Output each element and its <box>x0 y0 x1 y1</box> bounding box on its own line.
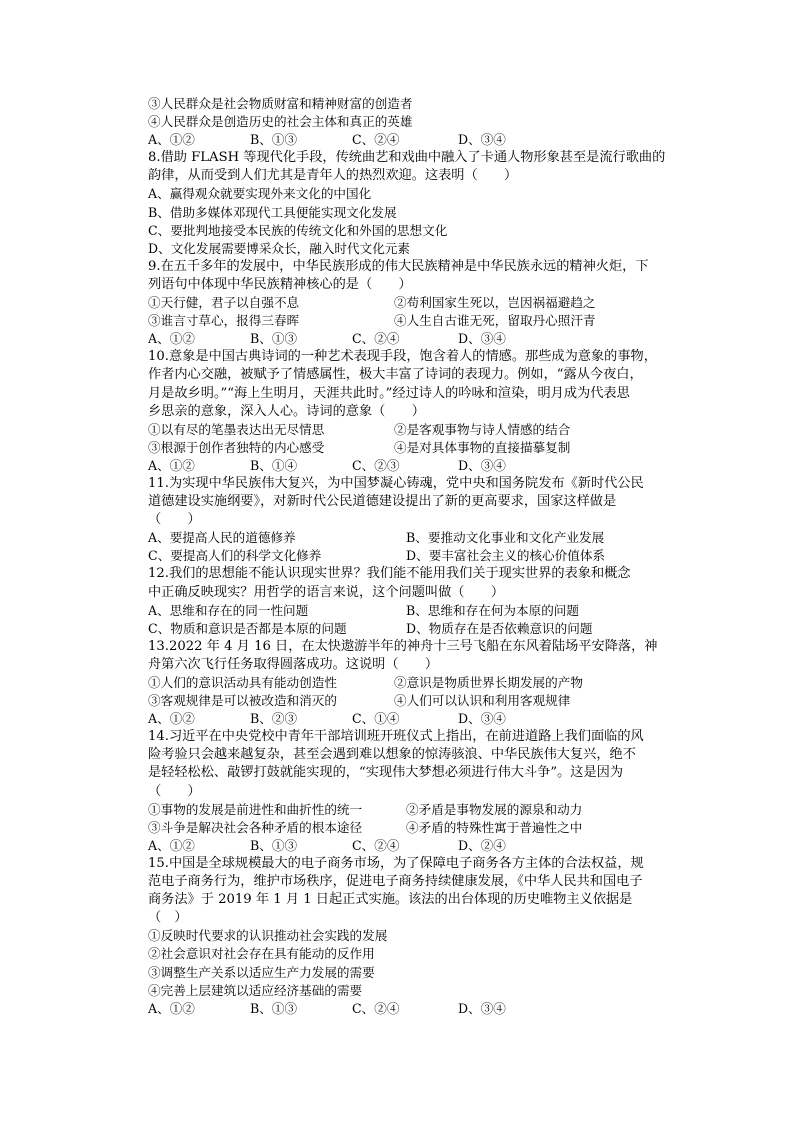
q11-stem-line: （ ） <box>148 512 201 528</box>
q14-stem-line: 是轻轻松松、敲锣打鼓就能实现的，“实现伟大梦想必须进行伟大斗争”。这是因为 <box>148 765 624 781</box>
q14-stem-line: 险考验只会越来越复杂，甚至会遇到难以想象的惊涛骇浪、中华民族伟大复兴，绝不 <box>148 747 636 763</box>
q11-option-a: A、要提高人民的道德修养 <box>148 530 296 546</box>
q12-options-row <box>148 620 678 638</box>
q15-options <box>148 1000 678 1018</box>
q10-stem-line: 10.意象是中国古典诗词的一种艺术表现手段，饱含着人的情感。那些成为意象的事物， <box>148 349 657 365</box>
q11-option-d: D、要丰富社会主义的核心价值体系 <box>406 548 606 564</box>
q12-stem-line: 中正确反映现实？用哲学的语言来说，这个问题叫做（ ） <box>148 584 505 600</box>
q14-option-d: D、②④ <box>458 837 506 853</box>
q10-item-4: ④是对具体事物的直接描摹复制 <box>394 439 571 455</box>
q12-option-b: B、思维和存在何为本原的问题 <box>406 602 579 618</box>
q13-item-3: ③客观规律是可以被改造和消灭的 <box>148 693 337 709</box>
q15-stem-line: 商务法》于 2019 年 1 月 1 日起正式实施。该法的出台体现的历史唯物主义依据是 <box>148 892 633 908</box>
q9-option-a: A、①② <box>148 331 195 347</box>
q10-stem-line: 乡思亲的意象，深入人心。诗词的意象（ ） <box>148 403 425 419</box>
q15-stem-line: （ ） <box>148 910 188 926</box>
q8-option-d: D、文化发展需要博采众长，融入时代文化元素 <box>148 240 410 256</box>
q14-item-3: ③斗争是解决社会各种矛盾的根本途径 <box>148 819 363 835</box>
q10-options <box>148 457 678 475</box>
q13-items-row <box>148 674 678 692</box>
q10-stem-line: 作者内心交融，被赋予了情感属性，极大丰富了诗词的表现力。例如，“露从今夜白， <box>148 367 643 383</box>
q10-items-row <box>148 439 678 457</box>
q10-stem-line: 月是故乡明。”“海上生明月，天涯共此时。”经过诗人的吟咏和渲染，明月成为代表思 <box>148 385 630 401</box>
q8-option-a: A、赢得观众就要实现外来文化的中国化 <box>148 186 372 202</box>
q15-item-3: ③调整生产关系以适应生产力发展的需要 <box>148 964 375 980</box>
q14-items-row <box>148 819 678 837</box>
q14-stem-line: 14.习近平在中央党校中青年干部培训班开班仪式上指出，在前进道路上我们面临的风 <box>148 729 644 745</box>
q7-item-3: ③人民群众是社会物质财富和精神财富的创造者 <box>148 96 413 111</box>
q12-option-a: A、思维和存在的同一性问题 <box>148 602 309 618</box>
q8-option-b: B、借助多媒体邓现代工具便能实现文化发展 <box>148 204 397 220</box>
q8-stem-line: 韵律，从而受到人们尤其是青年人的热烈欢迎。这表明（ ） <box>148 168 518 184</box>
q10-item-2: ②是客观事物与诗人情感的结合 <box>394 421 571 437</box>
q13-item-4: ④人们可以认识和利用客观规律 <box>394 693 571 709</box>
q13-stem-line: 舟第六次飞行任务取得圆落成功。这说明（ ） <box>148 656 439 672</box>
q14-item-1: ①事物的发展是前进性和曲折性的统一 <box>148 801 363 817</box>
q7-option-c: C、②④ <box>352 132 400 148</box>
q15-item-2: ②社会意识对社会存在具有能动的反作用 <box>148 946 375 962</box>
q10-option-b: B、①④ <box>250 457 298 473</box>
q9-options <box>148 330 678 348</box>
q12-options-row <box>148 602 678 620</box>
q9-option-d: D、③④ <box>458 331 506 347</box>
q13-item-1: ①人们的意识活动具有能动创造性 <box>148 675 337 690</box>
q7-options <box>148 131 678 149</box>
q12-stem-line: 12.我们的思想能不能认识现实世界？我们能不能用我们关于现实世界的表象和概念 <box>148 566 631 582</box>
q11-stem-line: 道德建设实施纲要》，对新时代公民道德建设提出了新的更高要求，国家这样做是 <box>148 494 617 510</box>
q14-stem-line: （ ） <box>148 783 201 799</box>
q14-option-b: B、①③ <box>250 837 298 853</box>
q10-items-row <box>148 421 678 439</box>
q11-option-c: C、要提高人们的科学文化修养 <box>148 548 322 564</box>
q15-option-b: B、①③ <box>250 1000 298 1016</box>
q12-option-d: D、物质存在是否依赖意识的问题 <box>406 620 593 636</box>
q9-items-row <box>148 312 678 330</box>
q15-option-a: A、①② <box>148 1000 195 1016</box>
q15-item-4: ④完善上层建筑以适应经济基础的需要 <box>148 982 363 998</box>
q13-option-a: A、①② <box>148 711 195 727</box>
q14-items-row <box>148 801 678 819</box>
q12-option-c: C、物质和意识是否都是本原的问题 <box>148 620 347 636</box>
q13-item-2: ②意识是物质世界长期发展的产物 <box>394 675 583 690</box>
q13-stem-line: 13.2022 年 4 月 16 日，在太快遨游半年的神舟十三号飞船在东风着陆场平安降落，神 <box>148 638 658 654</box>
q7-option-a: A、①② <box>148 132 195 148</box>
q13-option-c: C、①④ <box>352 711 400 727</box>
q9-stem-line: 9.在五千多年的发展中，中华民族形成的伟大民族精神是中华民族永远的精神火炬，下 <box>148 258 649 274</box>
q9-stem-line: 列语句中体现中华民族精神核心的是（ ） <box>148 276 412 292</box>
q9-items-row <box>148 294 678 312</box>
q14-item-2: ②矛盾是事物发展的源泉和动力 <box>406 801 583 817</box>
q13-option-d: D、③④ <box>458 711 506 727</box>
q9-item-3: ③谁言寸草心，报得三春晖 <box>148 313 300 329</box>
q11-option-b: B、要推动文化事业和文化产业发展 <box>406 530 605 546</box>
q15-item-1: ①反映时代要求的认识推动社会实践的发展 <box>148 928 388 944</box>
q15-stem-line: 范电子商务行为，维护市场秩序，促进电子商务持续健康发展，《中华人民共和国电子 <box>148 874 643 890</box>
q13-option-b: B、②③ <box>250 711 298 727</box>
q14-options <box>148 837 678 855</box>
q11-options-row <box>148 529 678 547</box>
q11-options-row <box>148 547 678 565</box>
q9-item-2: ②苟利国家生死以，岂因祸福避趋之 <box>394 295 596 311</box>
q14-option-a: A、①② <box>148 837 195 853</box>
q15-option-c: C、②④ <box>352 1000 400 1016</box>
q10-option-a: A、①② <box>148 457 195 473</box>
q13-items-row <box>148 692 678 710</box>
exam-content <box>148 95 678 1018</box>
q9-item-4: ④人生自古谁无死，留取丹心照汗青 <box>394 313 596 329</box>
q7-option-b: B、①③ <box>250 132 298 148</box>
q9-option-b: B、①③ <box>250 331 298 347</box>
q10-item-1: ①以有尽的笔墨表达出无尽情思 <box>148 421 325 437</box>
q9-option-c: C、②④ <box>352 331 400 347</box>
q15-option-d: D、③④ <box>458 1000 506 1016</box>
q8-stem-line: 8.借助 FLASH 等现代化手段，传统曲艺和戏曲中融入了卡通人物形象甚至是流行歌曲的 <box>148 150 666 166</box>
q7-option-d: D、③④ <box>458 132 506 148</box>
q14-option-c: C、②④ <box>352 837 400 853</box>
q10-option-d: D、③④ <box>458 457 506 473</box>
q14-item-4: ④矛盾的特殊性寓于普遍性之中 <box>406 819 583 835</box>
q10-option-c: C、②③ <box>352 457 400 473</box>
q9-item-1: ①天行健，君子以自强不息 <box>148 295 300 311</box>
q8-option-c: C、要批判地接受本民族的传统文化和外国的思想文化 <box>148 222 448 238</box>
q7-item-4: ④人民群众是创造历史的社会主体和真正的英雄 <box>148 114 413 130</box>
q11-stem-line: 11.为实现中华民族伟大复兴，为中国梦凝心铸魂，党中央和国务院发布《新时代公民 <box>148 475 644 491</box>
q15-stem-line: 15.中国是全球规模最大的电子商务市场，为了保障电子商务各方主体的合法权益，规 <box>148 855 644 871</box>
q13-options <box>148 710 678 728</box>
q10-item-3: ③根源于创作者独特的内心感受 <box>148 439 325 455</box>
